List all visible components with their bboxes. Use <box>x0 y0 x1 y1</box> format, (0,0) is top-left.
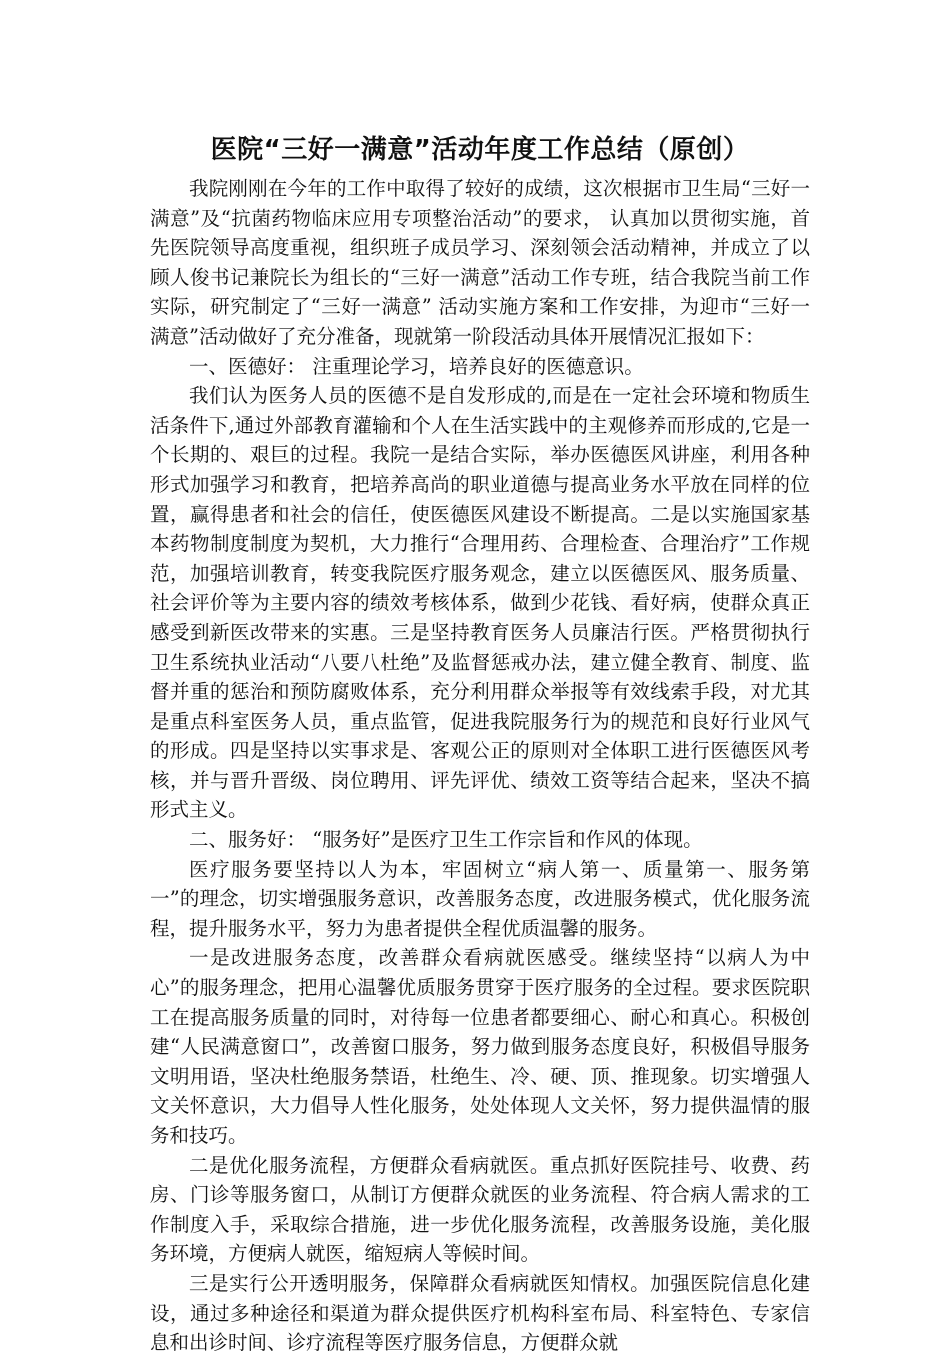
paragraph-service-attitude: 一是改进服务态度，改善群众看病就医感受。继续坚持“以病人为中心”的服务理念，把用心温馨优质服务贯穿于医疗服务的全过程。要求医院职工在提高服务质量的同时，对待每一位患者都要细心、耐心和真心。积极创建“人民满意窗口”，改善窗口服务，努力做到服务态度良好，积极倡导服务文明用语，坚决杜绝服务禁语，杜绝生、冷、硬、顶、推现象。切实增强人文关怀意识，大力倡导人性化服务，处处体现人文关怀，努力提供温情的服务和技巧。 <box>150 946 810 1147</box>
paragraph-intro: 我院刚刚在今年的工作中取得了较好的成绩，这次根据市卫生局“三好一满意”及“抗菌药物临床应用专项整治活动”的要求， 认真加以贯彻实施，首先医院领导高度重视，组织班子成员学习、深刻领会活动精神，并成立了以顾人俊书记兼院长为组长的“三好一满意”活动工作专班，结合我院当前工作实际，研究制定了“三好一满意” 活动实施方案和工作安排，为迎市“三好一满意”活动做好了充分准备，现就第一阶段活动具体开展情况汇报如下： <box>150 177 810 348</box>
paragraph-service-transparency: 三是实行公开透明服务，保障群众看病就医知情权。加强医院信息化建设，通过多种途径和渠道为群众提供医疗机构科室布局、科室特色、专家信息和出诊时间、诊疗流程等医疗服务信息，方便群众就 <box>150 1271 810 1355</box>
document-title: 医院“三好一满意”活动年度工作总结（原创） <box>210 135 750 165</box>
paragraph-service-process: 二是优化服务流程，方便群众看病就医。重点抓好医院挂号、收费、药房、门诊等服务窗口，从制订方便群众就医的业务流程、符合病人需求的工作制度入手，采取综合措施，进一步优化服务流程，改善服务设施，美化服务环境，方便病人就医，缩短病人等候时间。 <box>150 1153 810 1266</box>
paragraph-section-1-heading: 一、医德好： 注重理论学习，培养良好的医德意识。 <box>189 354 644 378</box>
document-page <box>150 130 810 1358</box>
paragraph-section-1-body: 我们认为医务人员的医德不是自发形成的,而是在一定社会环境和物质生活条件下,通过外部教育灌输和个人在生活实践中的主观修养而形成的,它是一个长期的、艰巨的过程。我院一是结合实际，举办医德医风讲座，利用各种形式加强学习和教育，把培养高尚的职业道德与提高业务水平放在同样的位置，赢得患者和社会的信任，使医德医风建设不断提高。二是以实施国家基本药物制度制度为契机，大力推行“合理用药、合理检查、合理治疗”工作规范，加强培训教育，转变我院医疗服务观念，建立以医德医风、服务质量、社会评价等为主要内容的绩效考核体系，做到少花钱、看好病，使群众真正感受到新医改带来的实惠。三是坚持教育医务人员廉洁行医。严格贯彻执行卫生系统执业活动“八要八杜绝”及监督惩戒办法，建立健全教育、制度、监督并重的惩治和预防腐败体系，充分利用群众举报等有效线索手段，对尤其是重点科室医务人员，重点监管，促进我院服务行为的规范和良好行业风气的形成。四是坚持以实事求是、客观公正的原则对全体职工进行医德医风考核，并与晋升晋级、岗位聘用、评先评优、绩效工资等结合起来，坚决不搞形式主义。 <box>150 384 810 822</box>
paragraph-section-2-heading: 二、服务好： “服务好”是医疗卫生工作宗旨和作风的体现。 <box>189 828 703 852</box>
paragraph-service-principle: 医疗服务要坚持以人为本，牢固树立“病人第一、质量第一、服务第一”的理念，切实增强服务意识，改善服务态度，改进服务模式，优化服务流程，提升服务水平，努力为患者提供全程优质温馨的服务。 <box>150 857 810 940</box>
